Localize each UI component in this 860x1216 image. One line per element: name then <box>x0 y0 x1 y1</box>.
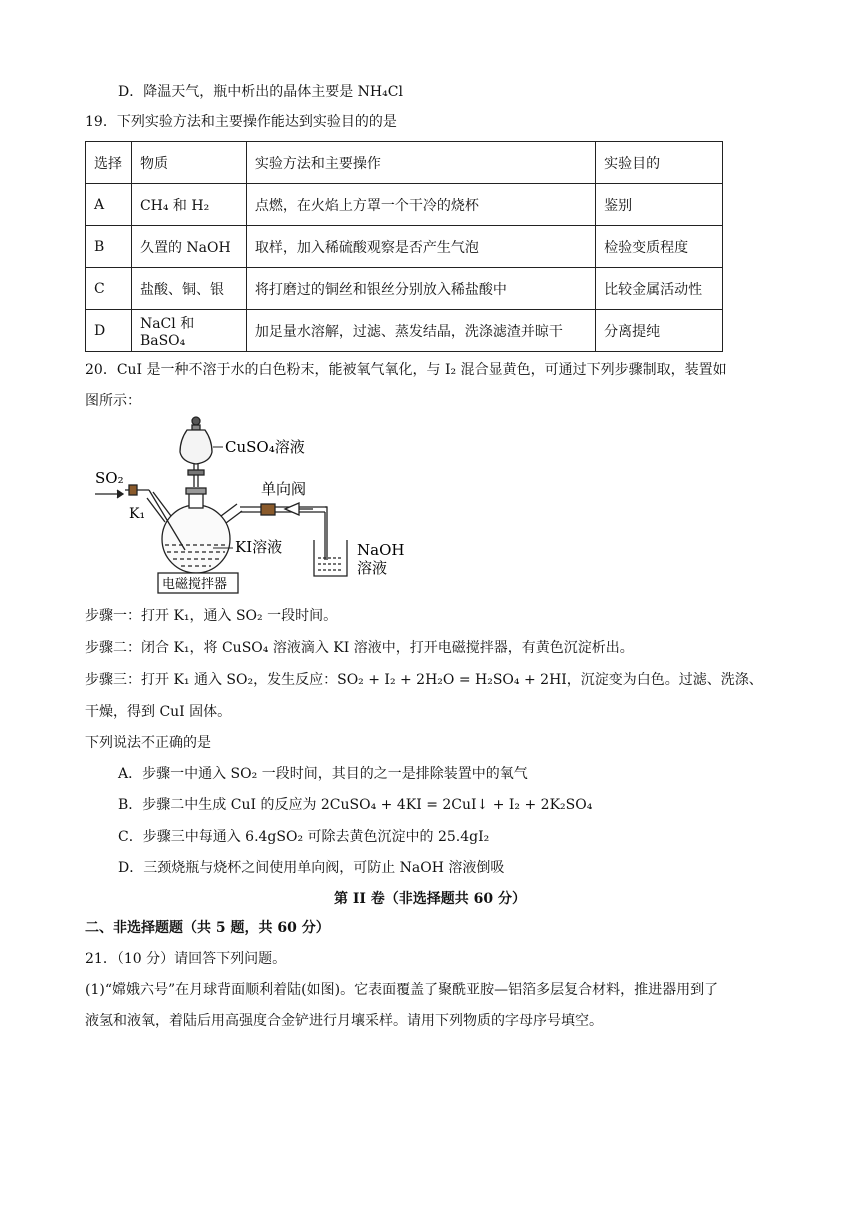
row-choice: B <box>86 226 132 268</box>
header-substance: 物质 <box>131 142 246 184</box>
row-substance: NaCl 和 BaSO₄ <box>131 310 246 352</box>
separatory-funnel <box>180 417 212 487</box>
apparatus-diagram <box>85 412 425 598</box>
row-substance: 盐酸、铜、银 <box>131 268 246 310</box>
q20-stem-line1: 20．CuI 是一种不溶于水的白色粉末，能被氧气氧化，与 I₂ 混合显黄色，可通过下列步骤制取，装置如 <box>85 362 727 378</box>
q20-option-a: A．步骤一中通入 SO₂ 一段时间，其目的之一是排除装置中的氧气 <box>118 766 528 782</box>
header-choice: 选择 <box>86 142 132 184</box>
label-valve: 单向阀 <box>261 480 307 498</box>
beaker <box>314 540 347 576</box>
label-stirrer: 电磁搅拌器 <box>162 577 228 592</box>
q20-step3-line2: 干燥，得到 CuI 固体。 <box>85 704 232 720</box>
row-substance: 久置的 NaOH <box>131 226 246 268</box>
section-title: 二、非选择题题（共 5 题，共 60 分） <box>85 920 330 936</box>
row-substance: CH₄ 和 H₂ <box>131 184 246 226</box>
table-row <box>86 310 723 352</box>
row-choice: D <box>86 310 132 352</box>
row-purpose: 检验变质程度 <box>596 226 723 268</box>
row-purpose: 分离提纯 <box>596 310 723 352</box>
label-ki: KI溶液 <box>235 538 283 556</box>
q20-step2: 步骤二：闭合 K₁，将 CuSO₄ 溶液滴入 KI 溶液中，打开电磁搅拌器，有黄色沉淀析出。 <box>85 640 634 656</box>
q21-sub1-line1: (1)“嫦娥六号”在月球背面顺利着陆(如图)。它表面覆盖了聚酰亚胺—铝箔多层复合材料，推进器用到了 <box>85 982 719 998</box>
table-row <box>86 226 723 268</box>
row-method: 取样，加入稀硫酸观察是否产生气泡 <box>246 226 595 268</box>
q20-option-c: C．步骤三中每通入 6.4gSO₂ 可除去黄色沉淀中的 25.4gI₂ <box>118 829 490 845</box>
row-purpose: 鉴别 <box>596 184 723 226</box>
q20-stem-line2: 图所示： <box>85 393 141 409</box>
row-purpose: 比较金属活动性 <box>596 268 723 310</box>
row-method: 将打磨过的铜丝和银丝分别放入稀盐酸中 <box>246 268 595 310</box>
three-neck-flask <box>147 488 242 573</box>
q18-option-d: D．降温天气，瓶中析出的晶体主要是 NH₄Cl <box>118 84 403 100</box>
q20-step3-line1: 步骤三：打开 K₁ 通入 SO₂，发生反应：SO₂ + I₂ + 2H₂O = H₂SO₄ + 2HI，沉淀变为白色。过滤、洗涤、 <box>85 672 763 688</box>
header-method: 实验方法和主要操作 <box>246 142 595 184</box>
row-method: 点燃，在火焰上方罩一个干冷的烧杯 <box>246 184 595 226</box>
part2-title: 第 II 卷（非选择题共 60 分） <box>333 891 527 907</box>
table-row <box>86 184 723 226</box>
label-cuso4: CuSO₄溶液 <box>225 438 305 456</box>
q19-stem: 19．下列实验方法和主要操作能达到实验目的的是 <box>85 114 397 130</box>
q20-option-b: B．步骤二中生成 CuI 的反应为 2CuSO₄ + 4KI = 2CuI↓ + I₂ + 2K₂SO₄ <box>118 797 593 813</box>
label-k1: K₁ <box>129 506 146 522</box>
row-method: 加足量水溶解，过滤、蒸发结晶，洗涤滤渣并晾干 <box>246 310 595 352</box>
table-header-row <box>86 142 723 184</box>
label-so2: SO₂ <box>95 469 124 487</box>
q20-question: 下列说法不正确的是 <box>85 735 211 751</box>
row-choice: C <box>86 268 132 310</box>
q20-step1: 步骤一：打开 K₁，通入 SO₂ 一段时间。 <box>85 608 338 624</box>
header-purpose: 实验目的 <box>596 142 723 184</box>
q21-stem: 21．（10 分）请回答下列问题。 <box>85 951 287 967</box>
row-choice: A <box>86 184 132 226</box>
q21-sub1-line2: 液氢和液氧，着陆后用高强度合金铲进行月壤采样。请用下列物质的字母序号填空。 <box>85 1013 603 1029</box>
table-row <box>86 268 723 310</box>
label-naoh-solution: 溶液 <box>357 559 388 577</box>
q20-option-d: D．三颈烧瓶与烧杯之间使用单向阀，可防止 NaOH 溶液倒吸 <box>118 860 505 876</box>
label-naoh: NaOH <box>357 541 405 559</box>
q19-table <box>85 141 723 352</box>
